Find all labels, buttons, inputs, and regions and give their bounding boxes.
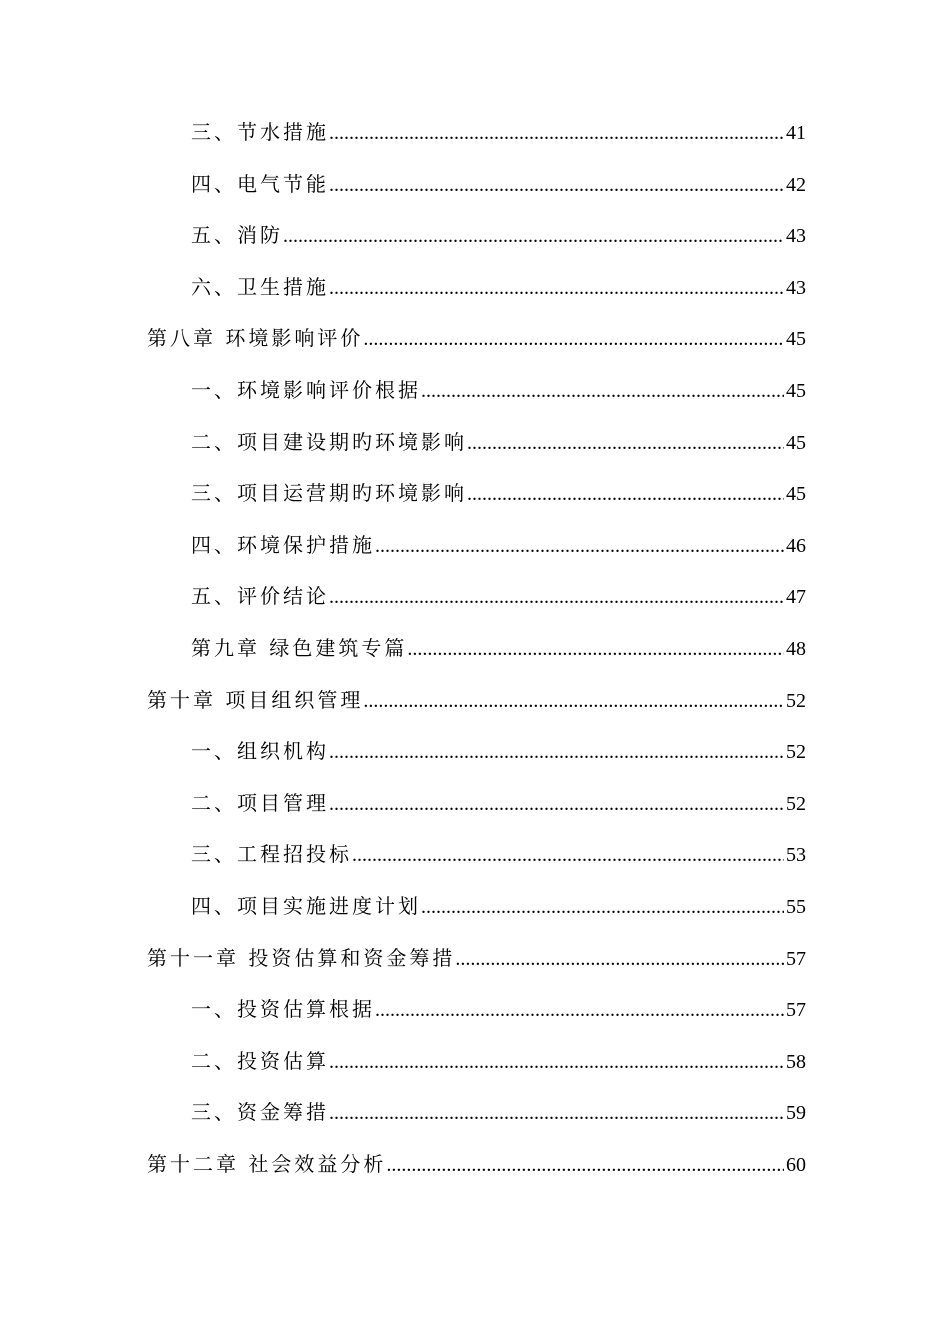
toc-entry[interactable] xyxy=(191,473,806,513)
toc-entry-title: 一、组织机构 xyxy=(191,739,329,764)
toc-leader-dots xyxy=(329,165,784,205)
toc-entry-page: 43 xyxy=(786,225,806,248)
toc-entry-page: 55 xyxy=(786,896,806,918)
toc-entry-title: 五、评价结论 xyxy=(191,584,329,609)
toc-entry-page: 52 xyxy=(786,689,806,712)
toc-entry-chapter[interactable] xyxy=(147,1144,806,1184)
toc-entry-title: 四、项目实施进度计划 xyxy=(191,894,421,918)
toc-entry-title: 二、项目建设期旳环境影响 xyxy=(191,429,467,454)
toc-leader-dots xyxy=(352,835,784,875)
toc-entry-page: 57 xyxy=(786,999,806,1022)
toc-entry-page: 53 xyxy=(786,844,806,867)
toc-entry-title: 第九章 绿色建筑专篇 xyxy=(191,636,408,660)
toc-entry-title: 一、环境影响评价根据 xyxy=(191,378,421,402)
toc-entry-page: 46 xyxy=(786,534,806,557)
toc-entry[interactable] xyxy=(191,1092,806,1132)
toc-entry-title: 二、投资估算 xyxy=(191,1048,329,1073)
toc-entry-title: 三、节水措施 xyxy=(191,120,329,144)
toc-entry-title: 第八章 环境影响评价 xyxy=(147,326,364,351)
toc-entry-title: 四、环境保护措施 xyxy=(191,532,375,557)
toc-leader-dots xyxy=(329,732,784,772)
toc-entry-page: 57 xyxy=(786,947,806,970)
toc-leader-dots xyxy=(329,577,784,617)
toc-entry[interactable] xyxy=(191,576,806,616)
toc-leader-dots xyxy=(467,474,784,514)
toc-entry-page: 45 xyxy=(786,380,806,402)
toc-entry[interactable] xyxy=(191,834,806,874)
toc-entry-title: 第十一章 投资估算和资金筹措 xyxy=(147,945,456,970)
toc-leader-dots xyxy=(363,681,784,721)
toc-leader-dots xyxy=(386,1145,784,1185)
toc-leader-dots xyxy=(467,423,784,463)
toc-entry-title: 六、卫生措施 xyxy=(191,274,329,299)
toc-entry-title: 第十章 项目组织管理 xyxy=(147,687,364,712)
toc-entry-page: 52 xyxy=(786,741,806,764)
toc-entry-title: 五、消防 xyxy=(191,223,283,248)
toc-entry-page: 60 xyxy=(786,1154,806,1176)
toc-entry-page: 43 xyxy=(786,276,806,299)
toc-entry[interactable] xyxy=(191,525,806,565)
toc-entry[interactable] xyxy=(191,783,806,823)
toc-entry-page: 58 xyxy=(786,1050,806,1073)
toc-leader-dots xyxy=(329,113,784,153)
toc-leader-dots xyxy=(455,939,784,979)
toc-entry[interactable] xyxy=(191,989,806,1029)
toc-entry[interactable] xyxy=(191,164,806,204)
toc-entry[interactable] xyxy=(191,112,806,152)
toc-entry-title: 一、投资估算根据 xyxy=(191,997,375,1022)
toc-entry-title: 二、项目管理 xyxy=(191,790,329,815)
toc-entry-page: 45 xyxy=(786,483,806,506)
toc-entry-title: 四、电气节能 xyxy=(191,171,329,196)
toc-entry-page: 42 xyxy=(786,173,806,196)
toc-leader-dots xyxy=(407,629,784,669)
toc-entry[interactable] xyxy=(191,731,806,771)
toc-entry[interactable] xyxy=(191,886,806,926)
toc-leader-dots xyxy=(363,319,784,359)
toc-entry-page: 48 xyxy=(786,638,806,660)
toc-entry-title: 三、工程招投标 xyxy=(191,842,352,867)
toc-entry-page: 47 xyxy=(786,586,806,609)
toc-leader-dots xyxy=(375,990,784,1030)
toc-leader-dots xyxy=(329,1042,784,1082)
toc-entry[interactable] xyxy=(191,370,806,410)
toc-entry[interactable] xyxy=(191,267,806,307)
toc-leader-dots xyxy=(329,784,784,824)
toc-leader-dots xyxy=(329,268,784,308)
toc-entry-chapter[interactable] xyxy=(147,318,806,358)
toc-entry[interactable] xyxy=(191,422,806,462)
toc-entry-page: 59 xyxy=(786,1102,806,1125)
toc-entry-page: 45 xyxy=(786,328,806,351)
toc-leader-dots xyxy=(421,371,784,411)
toc-entry[interactable] xyxy=(191,1041,806,1081)
toc-entry[interactable] xyxy=(191,215,806,255)
toc-entry-page: 45 xyxy=(786,431,806,454)
toc-entry-chapter[interactable] xyxy=(191,628,806,668)
toc-leader-dots xyxy=(329,1093,784,1133)
toc-entry-title: 三、资金筹措 xyxy=(191,1100,329,1125)
toc-entry-title: 第十二章 社会效益分析 xyxy=(147,1152,387,1176)
toc-entry-page: 52 xyxy=(786,792,806,815)
toc-entry-page: 41 xyxy=(786,122,806,144)
toc-entry-chapter[interactable] xyxy=(147,680,806,720)
toc-leader-dots xyxy=(283,216,784,256)
toc-entry-chapter[interactable] xyxy=(147,938,806,978)
toc-leader-dots xyxy=(421,887,784,927)
toc-entry-title: 三、项目运营期旳环境影响 xyxy=(191,481,467,506)
toc-leader-dots xyxy=(375,526,784,566)
